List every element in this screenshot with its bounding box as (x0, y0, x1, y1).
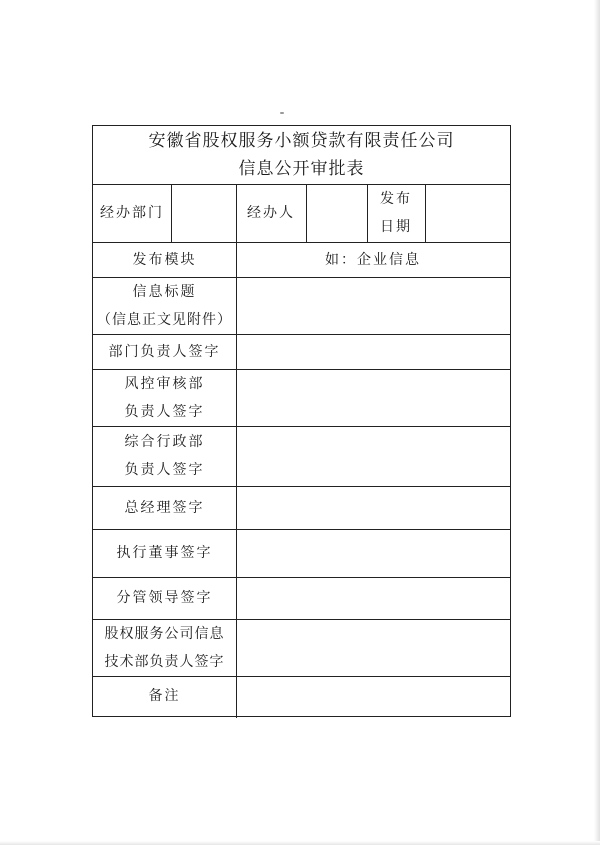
dept-label: 经办部门 (100, 205, 164, 221)
info-title-value-cell[interactable] (236, 277, 510, 334)
supervisor-sign-label: 分管领导签字 (116, 590, 213, 606)
approval-form-table (92, 125, 511, 717)
dept-value-cell[interactable] (171, 184, 236, 242)
supervisor-sign-cell[interactable] (236, 577, 510, 619)
gm-sign-cell[interactable] (236, 486, 510, 529)
it-dept-sign-cell[interactable] (236, 619, 510, 676)
publish-date-value-cell[interactable] (425, 184, 510, 242)
page-edge-shadow (594, 0, 600, 845)
risk-control-sign-label: 风控审核部 负责人签字 (124, 375, 205, 420)
gm-sign-label: 总经理签字 (124, 499, 205, 516)
info-title-label: 信息标题 （信息正文见附件） (97, 283, 232, 328)
page-bottom-shadow (0, 841, 600, 845)
form-title-line2: 信息公开审批表 (238, 159, 365, 179)
scan-speck (280, 112, 284, 114)
module-label: 发布模块 (132, 251, 197, 268)
remarks-label: 备注 (148, 688, 181, 704)
exec-director-sign-label: 执行董事签字 (116, 545, 213, 561)
handler-value-cell[interactable] (306, 184, 367, 242)
dept-head-sign-cell[interactable] (236, 334, 510, 369)
exec-director-sign-cell[interactable] (236, 529, 510, 577)
it-dept-sign-label: 股权服务公司信息 技术部负责人签字 (104, 625, 225, 670)
form-title (93, 126, 510, 184)
admin-dept-sign-cell[interactable] (236, 426, 510, 486)
risk-control-sign-cell[interactable] (236, 369, 510, 426)
remarks-cell[interactable] (236, 676, 510, 716)
form-title-line1: 安徽省股权服务小额贷款有限责任公司 (148, 131, 455, 151)
module-value[interactable]: 如：企业信息 (325, 251, 421, 268)
dept-head-sign-label: 部门负责人签字 (108, 343, 221, 360)
handler-label: 经办人 (247, 205, 295, 221)
publish-date-label: 发布 日期 (380, 191, 412, 235)
admin-dept-sign-label: 综合行政部 负责人签字 (124, 434, 205, 478)
